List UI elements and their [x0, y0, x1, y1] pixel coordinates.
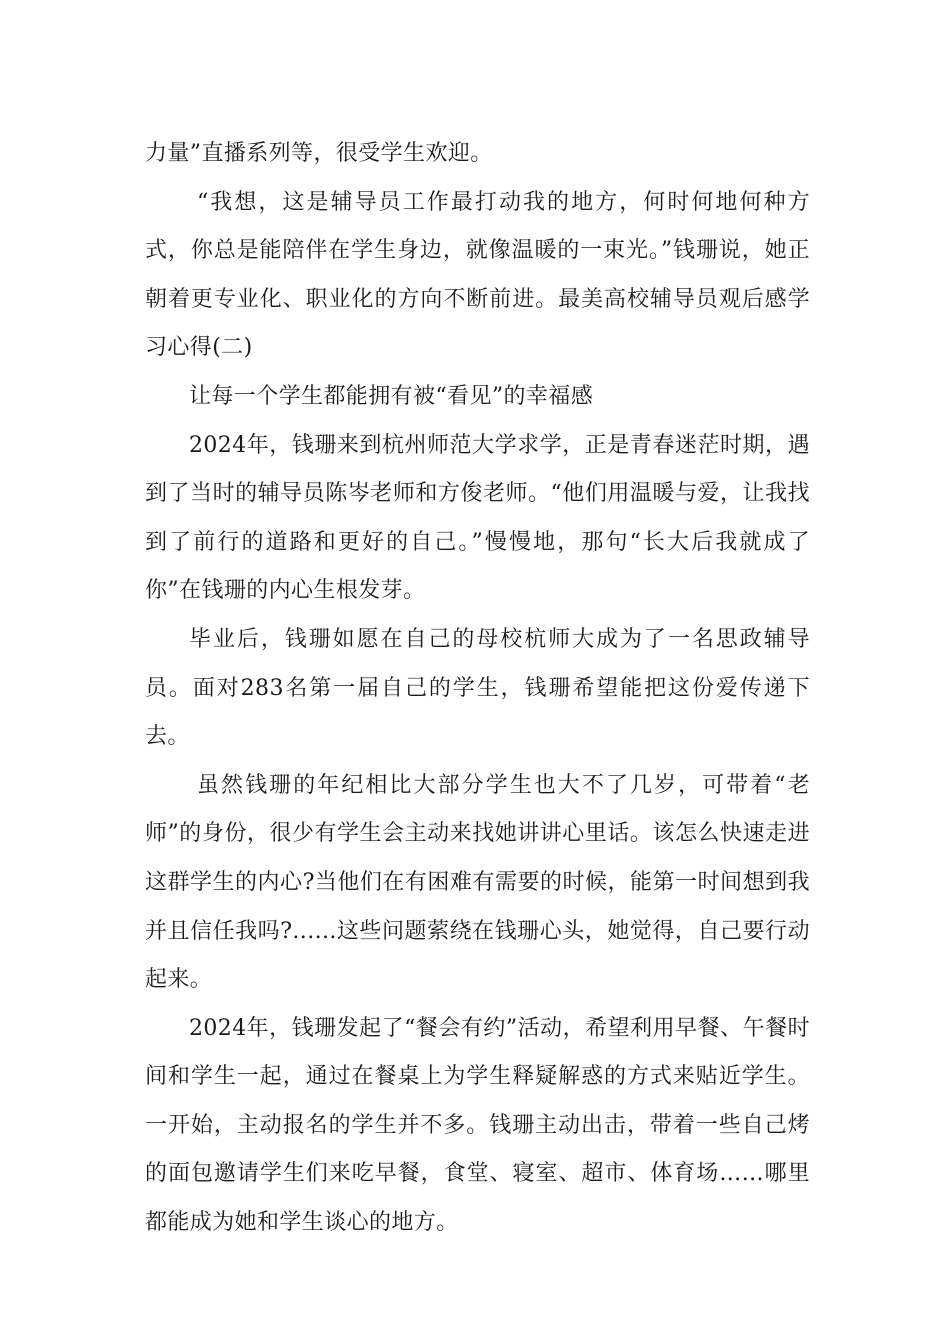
paragraph-quote: “我想，这是辅导员工作最打动我的地方，何时何地何种方式，你总是能陪伴在学生身边，就像温暖的一束光。”钱珊说，她正朝着更专业化、职业化的方向不断前进。最美高校辅导员观后感学习心得(二)	[145, 189, 810, 361]
document-body	[145, 130, 810, 1248]
paragraph-intro: 2024年，钱珊来到杭州师范大学求学，正是青春迷茫时期，遇到了当时的辅导员陈岑老师和方俊老师。“他们用温暖与爱，让我找到了前行的道路和更好的自己。”慢慢地，那句“长大后我就成了你”在钱珊的内心生根发芽。	[145, 432, 810, 604]
paragraph-graduation: 毕业后，钱珊如愿在自己的母校杭师大成为了一名思政辅导员。面对283名第一届自己的学生，钱珊希望能把这份爱传递下去。	[145, 626, 810, 750]
paragraph-continuation: 力量”直播系列等，很受学生欢迎。	[145, 141, 493, 166]
paragraph-activity: 2024年，钱珊发起了“餐会有约”活动，希望利用早餐、午餐时间和学生一起，通过在餐桌上为学生释疑解惑的方式来贴近学生。一开始，主动报名的学生并不多。钱珊主动出击，带着一些自己烤的面包邀请学生们来吃早餐，食堂、寝室、超市、体育场……哪里都能成为她和学生谈心的地方。	[145, 1015, 810, 1236]
section-heading: 让每一个学生都能拥有被“看见”的幸福感	[189, 383, 594, 409]
paragraph-questions: 虽然钱珊的年纪相比大部分学生也大不了几岁，可带着“老师”的身份，很少有学生会主动来找她讲讲心里话。该怎么快速走进这群学生的内心?当他们在有困难有需要的时候，能第一时间想到我并且信任我吗?......这些问题萦绕在钱珊心头，她觉得，自己要行动起来。	[145, 772, 810, 993]
